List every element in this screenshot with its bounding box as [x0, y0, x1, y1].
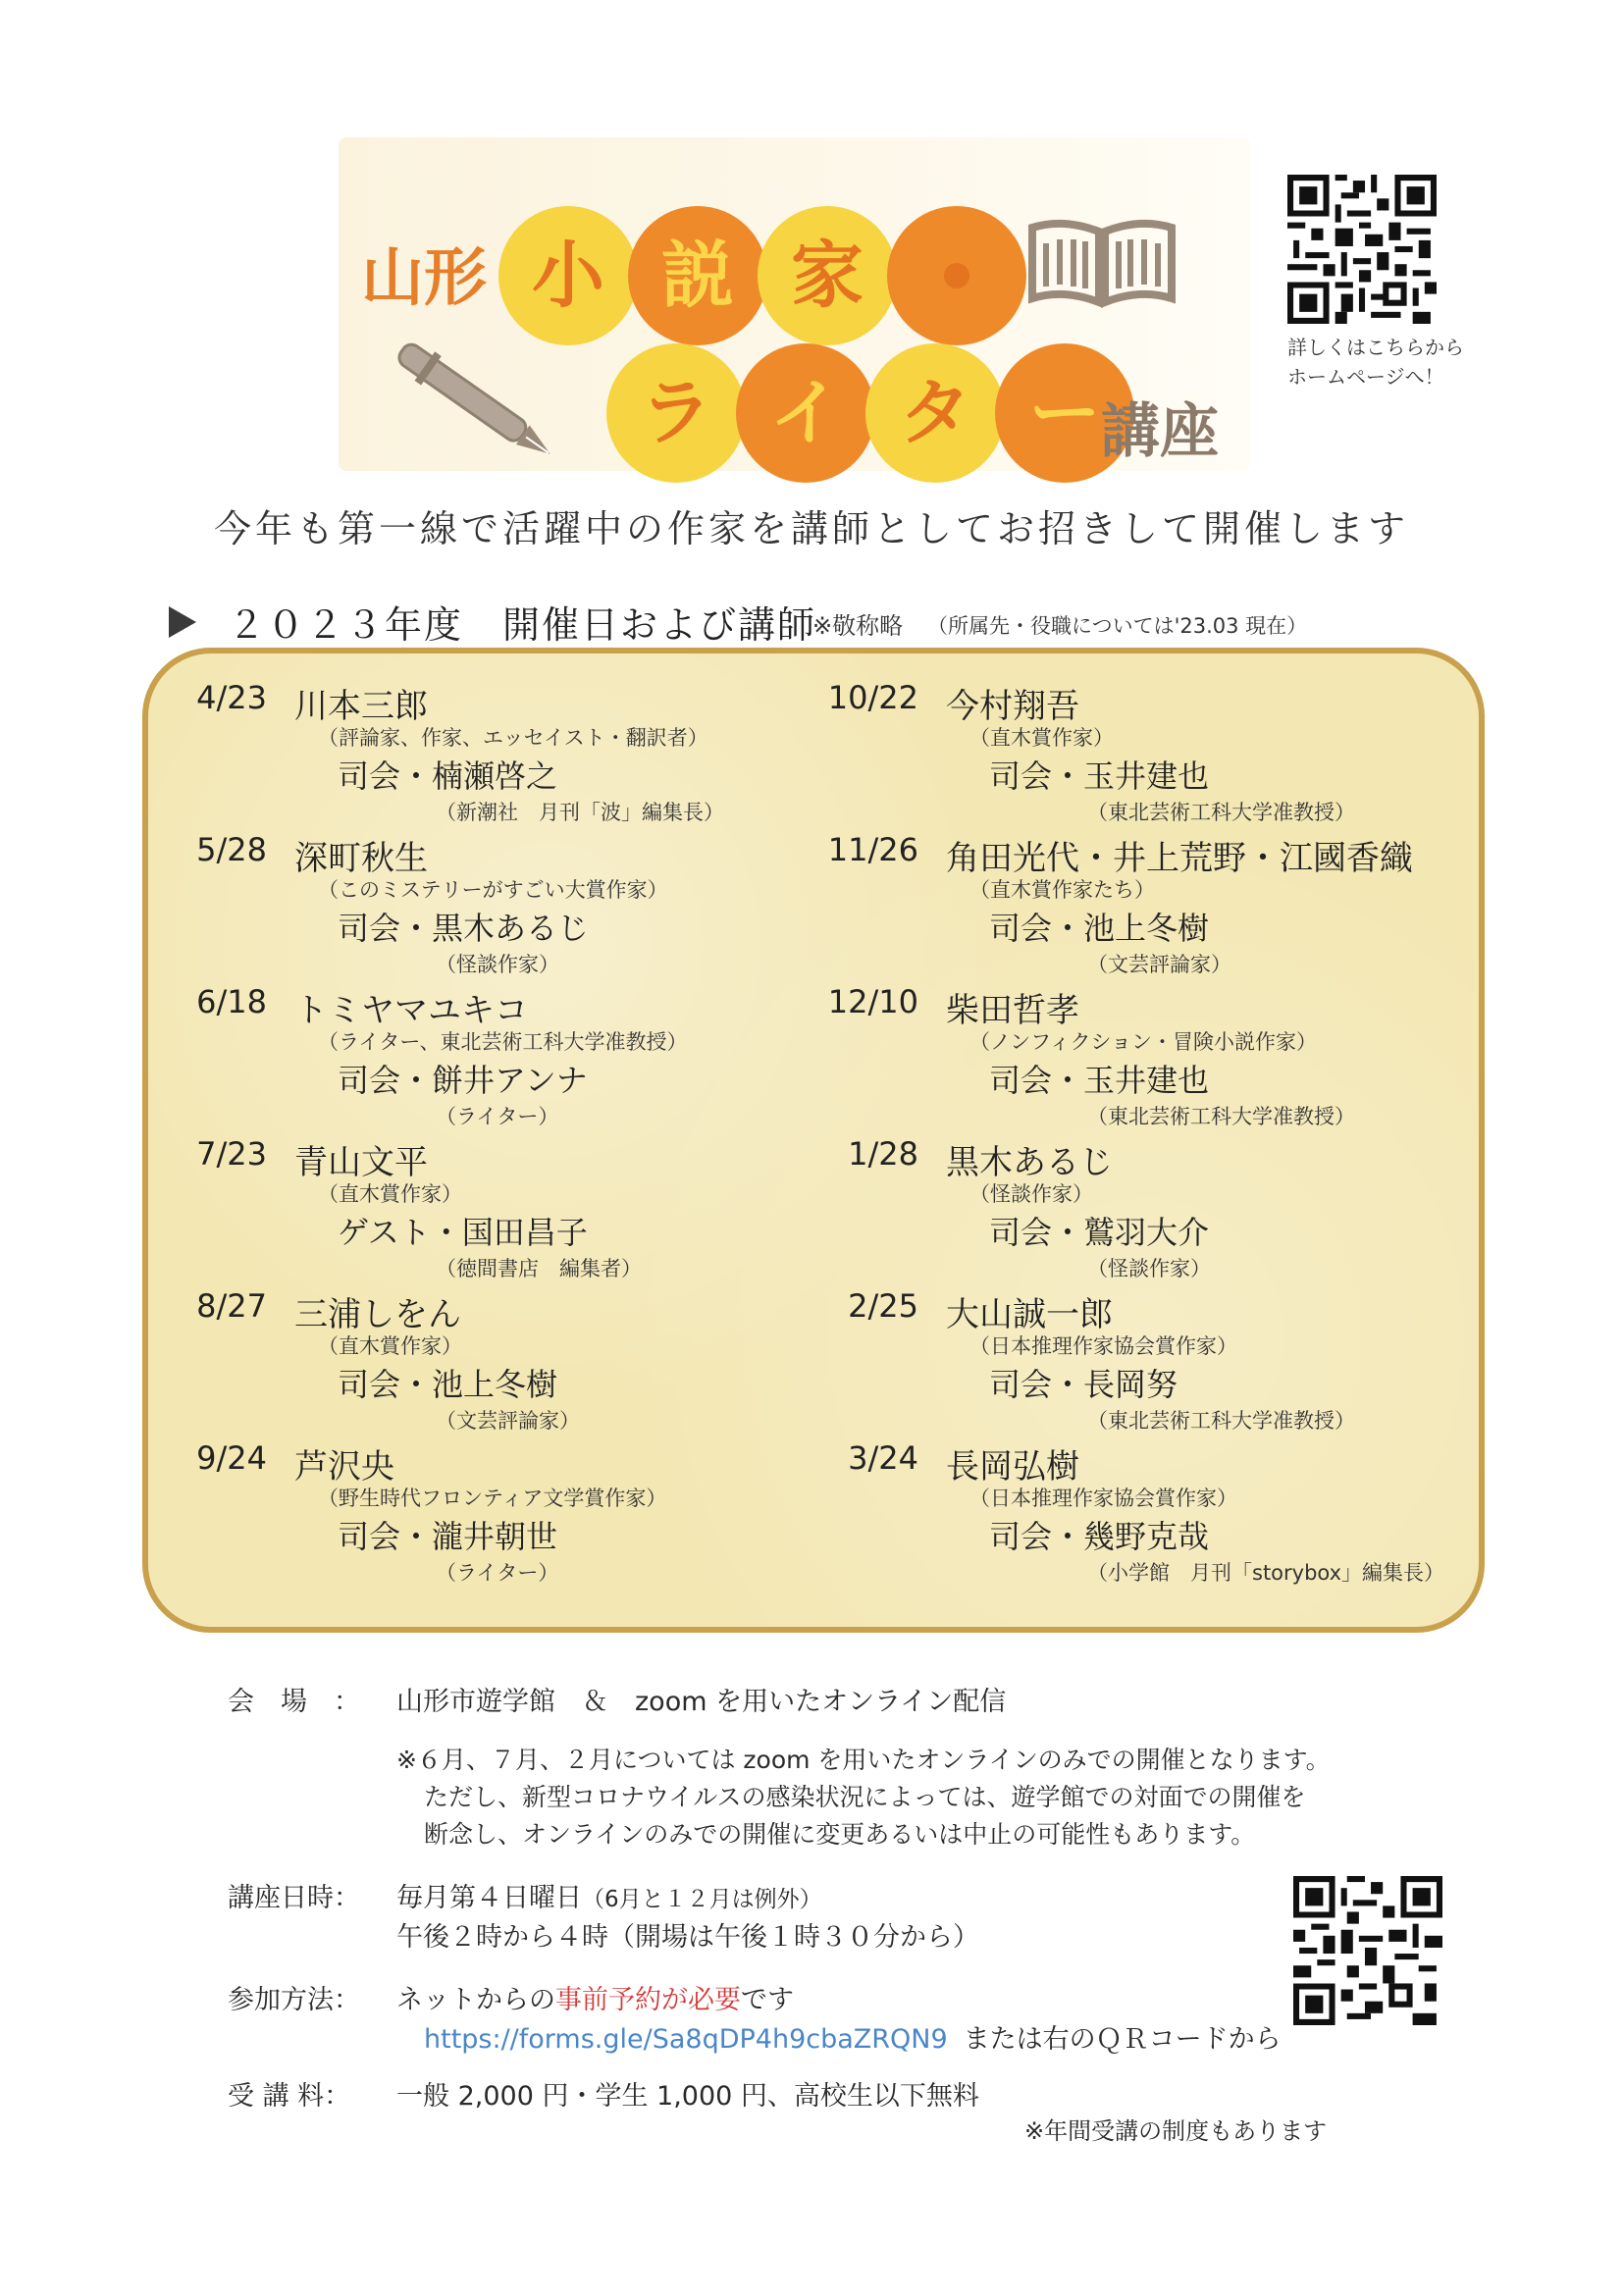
date-note: （6月と１２月は例外）	[582, 1887, 822, 1912]
title-dot	[944, 263, 969, 288]
date-line-1	[396, 1876, 822, 1914]
host-name: 司会・幾野克哉	[989, 1518, 1210, 1555]
venue-text: 山形市遊学館 ＆ zoom を用いたオンライン配信	[396, 1687, 1007, 1717]
host-name: 司会・玉井建也	[989, 1062, 1210, 1099]
lecture-date: 1/28	[848, 1135, 918, 1173]
host-name: 司会・玉井建也	[989, 757, 1210, 795]
host-name: 司会・瀧井朝世	[338, 1518, 558, 1555]
title-char: タ	[899, 371, 971, 455]
lecture-date: 6/18	[196, 983, 267, 1020]
lecturer-role: （ライター、東北芸術工科大学准教授）	[318, 1030, 688, 1054]
fee-note: ※年間受講の制度もあります	[1024, 2117, 1328, 2145]
host-role: （文芸評論家）	[1087, 953, 1231, 976]
method-emphasis: 事前予約が必要	[555, 1985, 741, 2015]
method-url-line	[424, 2017, 1282, 2056]
lecture-date: 12/10	[827, 983, 918, 1020]
book-icon	[1024, 218, 1179, 308]
host-role: （小学館 月刊「storybox」編集長）	[1087, 1561, 1445, 1585]
lecturer-role: （怪談作家）	[969, 1182, 1093, 1206]
venue-label: 会 場 ：	[228, 1687, 360, 1717]
fee-label: 受 講 料：	[228, 2081, 351, 2112]
section-title: ２０２３年度 開催日および講師	[228, 603, 817, 647]
host-role: （東北芸術工科大学准教授）	[1087, 801, 1355, 824]
host-role: （怪談作家）	[436, 953, 559, 976]
title-prefix: 山形	[361, 242, 487, 315]
lecturer-name: 青山文平	[294, 1143, 428, 1182]
venue-note-3: 断念し、オンラインのみでの開催に変更あるいは中止の可能性もあります。	[424, 1820, 1256, 1849]
host-role: （東北芸術工科大学准教授）	[1087, 1409, 1355, 1433]
qr-code[interactable]	[1293, 1876, 1442, 2025]
title-char-circle	[498, 206, 638, 345]
title-char-circle	[628, 206, 767, 345]
lecture-date: 11/26	[827, 831, 918, 868]
host-name: 司会・餅井アンナ	[338, 1062, 588, 1099]
lecturer-name: 今村翔吾	[946, 687, 1079, 726]
method-url-suffix: または右のＱＲコードから	[963, 2024, 1282, 2055]
host-role: （怪談作家）	[1087, 1257, 1211, 1280]
lecture-date: 8/27	[196, 1287, 267, 1325]
date-line-2: 午後２時から４時（開場は午後１時３０分から）	[396, 1922, 979, 1953]
section-note: ※敬称略	[812, 612, 904, 640]
qr-caption-line1: 詳しくはこちらから	[1287, 336, 1464, 359]
play-arrow-icon	[169, 606, 196, 638]
title-char-circle	[865, 343, 1005, 483]
host-role: （ライター）	[436, 1561, 559, 1585]
host-name: 司会・黒木あるじ	[338, 910, 590, 947]
host-name: 司会・池上冬樹	[338, 1366, 558, 1403]
host-name: 司会・鷲羽大介	[989, 1214, 1210, 1251]
host-name: 司会・長岡努	[989, 1366, 1178, 1403]
title-char-circle	[606, 343, 746, 483]
lecturer-name: 三浦しをん	[294, 1295, 461, 1334]
lecturer-name: 長岡弘樹	[946, 1447, 1079, 1487]
lecture-date: 5/28	[196, 831, 267, 868]
lecture-date: 3/24	[848, 1439, 918, 1477]
title-suffix: 講座	[1101, 397, 1219, 466]
lecturer-role: （野生時代フロンティア文学賞作家）	[318, 1487, 667, 1510]
date-label: 講座日時：	[228, 1883, 360, 1913]
lecture-date: 2/25	[848, 1287, 918, 1325]
fee-text: 一般 2,000 円・学生 1,000 円、高校生以下無料	[396, 2081, 979, 2112]
lecturer-name: 深町秋生	[294, 839, 428, 878]
section-note-detail: （所属先・役職については'23.03 現在）	[927, 614, 1308, 638]
host-name: 司会・楠瀬啓之	[338, 757, 558, 795]
host-name: ゲスト・国田昌子	[338, 1214, 588, 1251]
host-role: （徳間書店 編集者）	[436, 1257, 642, 1280]
lecturer-role: （直木賞作家たち）	[969, 878, 1155, 902]
lecturer-name: 柴田哲孝	[946, 991, 1079, 1030]
date-main: 毎月第４日曜日	[396, 1883, 582, 1913]
qr-caption-line2: ホームページへ！	[1287, 365, 1444, 389]
method-label: 参加方法：	[228, 1985, 360, 2015]
subtitle: 今年も第一線で活躍中の作家を講師としてお招きして開催します	[213, 507, 1409, 550]
lecturer-role: （ノンフィクション・冒険小説作家）	[969, 1030, 1318, 1054]
title-char: 説	[661, 234, 734, 318]
lecturer-role: （このミステリーがすごい大賞作家）	[318, 878, 668, 902]
host-role: （ライター）	[436, 1105, 559, 1128]
method-suffix: です	[741, 1985, 794, 2015]
method-prefix: ネットからの	[396, 1985, 555, 2015]
lecturer-name: 大山誠一郎	[946, 1295, 1113, 1334]
lecture-date: 9/24	[196, 1439, 267, 1477]
lecturer-role: （直木賞作家）	[969, 726, 1114, 750]
method-line	[396, 1978, 794, 2016]
lecturer-role: （日本推理作家協会賞作家）	[969, 1487, 1237, 1510]
title-char: ラ	[640, 371, 712, 455]
title-char: イ	[769, 371, 842, 455]
lecturer-name: 芦沢央	[294, 1447, 394, 1487]
lecture-date: 4/23	[196, 679, 267, 716]
host-role: （東北芸術工科大学准教授）	[1087, 1105, 1355, 1128]
lecturer-role: （直木賞作家）	[318, 1182, 462, 1206]
title-char-circle	[758, 206, 897, 345]
host-role: （文芸評論家）	[436, 1409, 580, 1433]
lecturer-name: 黒木あるじ	[946, 1143, 1113, 1182]
lecture-date: 10/22	[827, 679, 918, 716]
venue-note-2: ただし、新型コロナウイルスの感染状況によっては、遊学館での対面での開催を	[424, 1783, 1306, 1811]
title-char: 家	[791, 234, 864, 318]
title-char: 小	[532, 234, 604, 318]
lecturer-role: （直木賞作家）	[318, 1334, 462, 1358]
lecturer-name: トミヤマユキコ	[294, 991, 528, 1030]
host-role: （新潮社 月刊「波」編集長）	[436, 801, 724, 824]
registration-link[interactable]: https://forms.gle/Sa8qDP4h9cbaZRQN9	[424, 2024, 948, 2055]
lecturer-role: （日本推理作家協会賞作家）	[969, 1334, 1237, 1358]
lecture-date: 7/23	[196, 1135, 267, 1173]
lecturer-name: 角田光代・井上荒野・江國香織	[946, 839, 1413, 878]
lecturer-role: （評論家、作家、エッセイスト・翻訳者）	[318, 726, 708, 750]
title-char-circle	[736, 343, 875, 483]
lecturer-name: 川本三郎	[294, 687, 428, 726]
title-dot-circle	[887, 206, 1026, 345]
venue-note-1: ※６月、７月、２月については zoom を用いたオンラインのみでの開催となります。	[396, 1746, 1331, 1774]
host-name: 司会・池上冬樹	[989, 910, 1210, 947]
title-char: ー	[1028, 371, 1101, 455]
qr-code[interactable]	[1287, 175, 1437, 324]
pen-icon	[391, 341, 567, 469]
